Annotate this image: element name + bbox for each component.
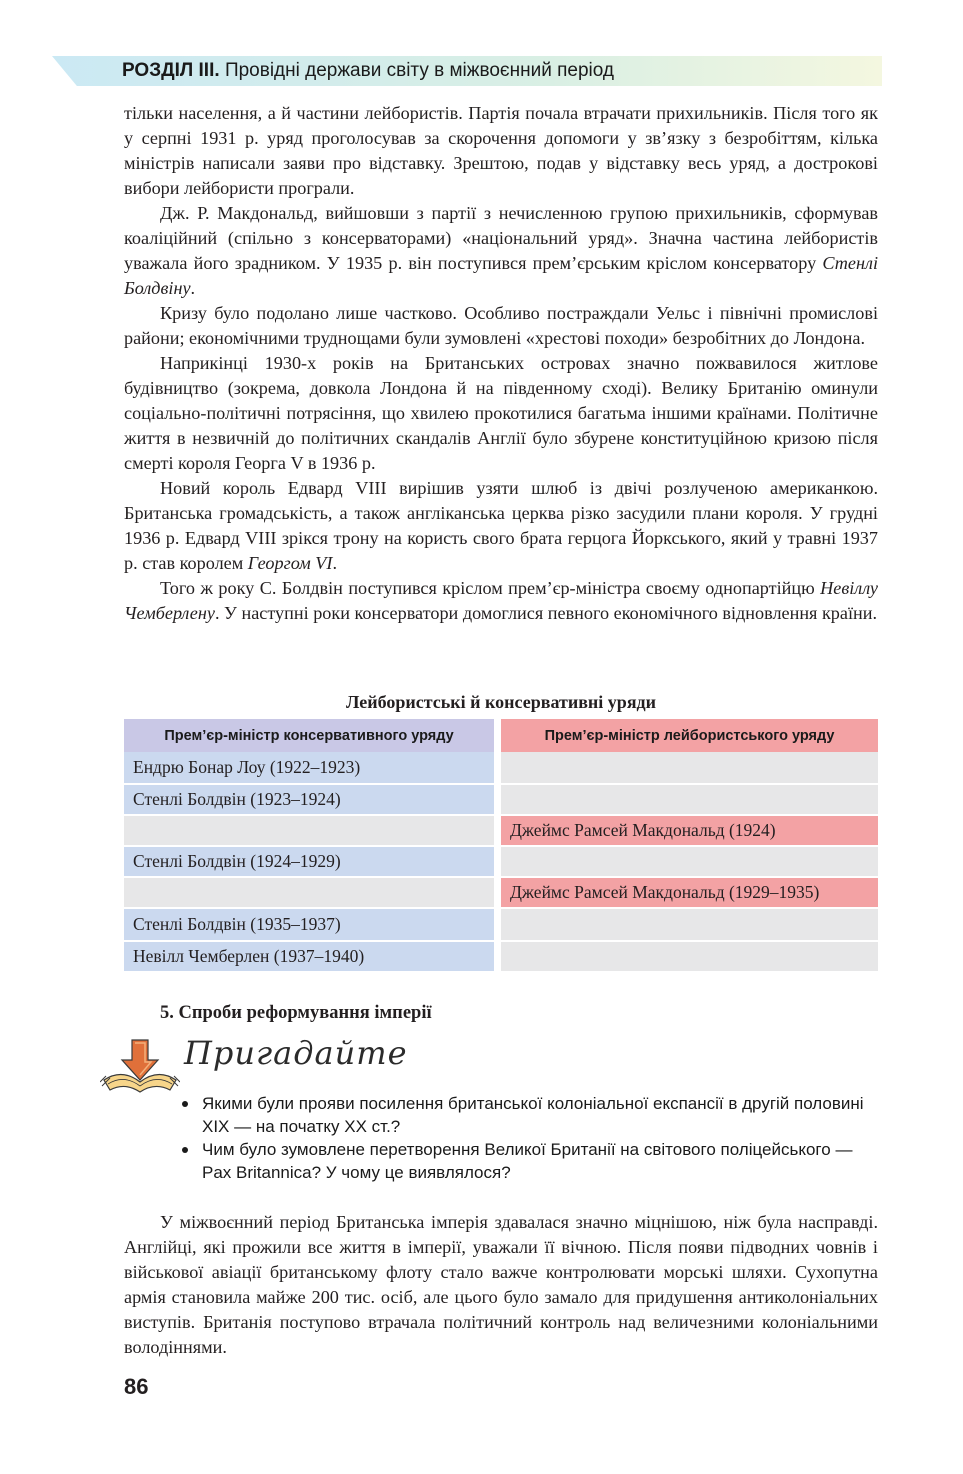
paragraph-2: Дж. Р. Макдональд, вийшовши з партії з нечисленною групою прихильників, сформував коаліційний (спільно з консерваторами) «національний уряд». Значна частина лейбористів уважала його зрадником. У 1935 р. він поступився прем’єрським кріслом консерватору Стенлі Болдвіну. (124, 203, 878, 298)
table-row (124, 785, 878, 816)
cell-conservative: Стенлі Болдвін (1924–1929) (124, 847, 501, 878)
table-row (124, 847, 878, 878)
paragraph-4: Наприкінці 1930-х років на Британських островах значно пожвавилося житлове будівництво (зокрема, довкола Лондона й на південному сході). Велику Британію оминули соціально-політичні потрясіння, що хвилею прокотилися багатьма іншими країнами. Політичне життя в незвичній до політичних скандалів Англії було збурене конституційною кризою після смерті короля Георга V в 1936 р. (124, 353, 878, 473)
column-header-conservative: Прем’єр-міністр консервативного уряду (124, 719, 501, 752)
paragraph-6: Того ж року С. Болдвін поступився кріслом прем’єр-міністра своєму однопартійцю Невіллу Чемберлену. У наступні роки консерватори домоглися певного економічного відновлення країни. (124, 578, 878, 623)
cell-conservative: Стенлі Болдвін (1935–1937) (124, 909, 501, 942)
cell-labour: Джеймс Рамсей Макдональд (1924) (501, 816, 878, 847)
recall-item: Чим було зумовлене перетворення Великої Британії на світового поліцейського — Pax Britannica? У чому це виявлялося? (180, 1138, 880, 1184)
cell-labour: Джеймс Рамсей Макдональд (1929–1935) (501, 878, 878, 909)
recall-item: Якими були прояви посилення британської колоніальної експансії в другій половині XIX — на початку XX ст.? (180, 1092, 880, 1138)
chapter-title: Провідні держави світу в міжвоєнний період (224, 60, 614, 81)
paragraph-5: Новий король Едвард VIII вирішив узяти шлюб із двічі розлученою американкою. Британська громадськість, а також англіканська церква різко засудили плани короля. У грудні 1936 р. Едвард VIII зрікся трону на користь свого брата герцога Йоркського, який у травні 1937 р. став королем Георгом VI. (124, 478, 878, 573)
cell-conservative: Ендрю Бонар Лоу (1922–1923) (124, 752, 501, 785)
body-text-top (124, 101, 878, 626)
page-number: 86 (124, 1374, 149, 1399)
cell-labour (501, 752, 878, 785)
column-header-labour: Прем’єр-міністр лейбористського уряду (501, 719, 878, 752)
recall-list (180, 1092, 880, 1184)
name-baldwin: Стенлі Болдвіну (124, 253, 878, 298)
cell-conservative: Стенлі Болдвін (1923–1924) (124, 785, 501, 816)
body-text-bottom (124, 1210, 878, 1360)
table-row (124, 942, 878, 973)
table-row (124, 909, 878, 942)
table-title: Лейбористські й консервативні уряди (345, 692, 657, 712)
paragraph-7: У міжвоєнний період Британська імперія здавалася значно міцнішою, ніж була насправді. Англійці, які прожили все життя в імперії, уважали її вічною. Після появи підводних човнів і військової авіації британському флоту стало важче контролювати морські шляхи. Сухопутна армія становила майже 200 тис. осіб, але цього було замало для придушення антиколоніальних виступів. Британія поступово втрачала політичний контроль над величезними колоніальними володіннями. (124, 1212, 878, 1357)
cell-conservative (124, 878, 501, 909)
chapter-label: РОЗДІЛ ІІІ. (122, 60, 220, 81)
bullet-icon (182, 1101, 188, 1107)
section-heading: 5. Спроби реформування імперії (160, 1003, 432, 1023)
book-arrow-icon (100, 1038, 180, 1096)
paragraph-3: Кризу було подолано лише частково. Особливо постраждали Уельс і північні промислові райони; економічними труднощами були зумовлені «хрестові походи» безробітних до Лондона. (124, 303, 878, 348)
paragraph-1: тільки населення, а й частини лейбористів. Партія почала втрачати прихильників. Після того як у серпні 1931 р. уряд проголосував за скорочення допомоги у зв’язку з безробіттям, кілька міністрів написали заяви про відставку. Зрештою, подав у відставку весь уряд, а дострокові вибори лейбористи програли. (124, 103, 878, 198)
cell-labour (501, 909, 878, 942)
cell-labour (501, 785, 878, 816)
cell-conservative (124, 816, 501, 847)
cell-labour (501, 847, 878, 878)
table-row (124, 878, 878, 909)
name-george-vi: Георгом VI (247, 553, 333, 573)
table-row (124, 752, 878, 785)
governments-table (124, 719, 878, 973)
cell-labour (501, 942, 878, 973)
bullet-icon (182, 1147, 188, 1153)
recall-title: Пригадайте (184, 1034, 408, 1072)
name-chamberlain: Невіллу Чемберлену (124, 578, 878, 623)
cell-conservative: Невілл Чемберлен (1937–1940) (124, 942, 501, 973)
chapter-header (122, 60, 614, 82)
table-row (124, 816, 878, 847)
